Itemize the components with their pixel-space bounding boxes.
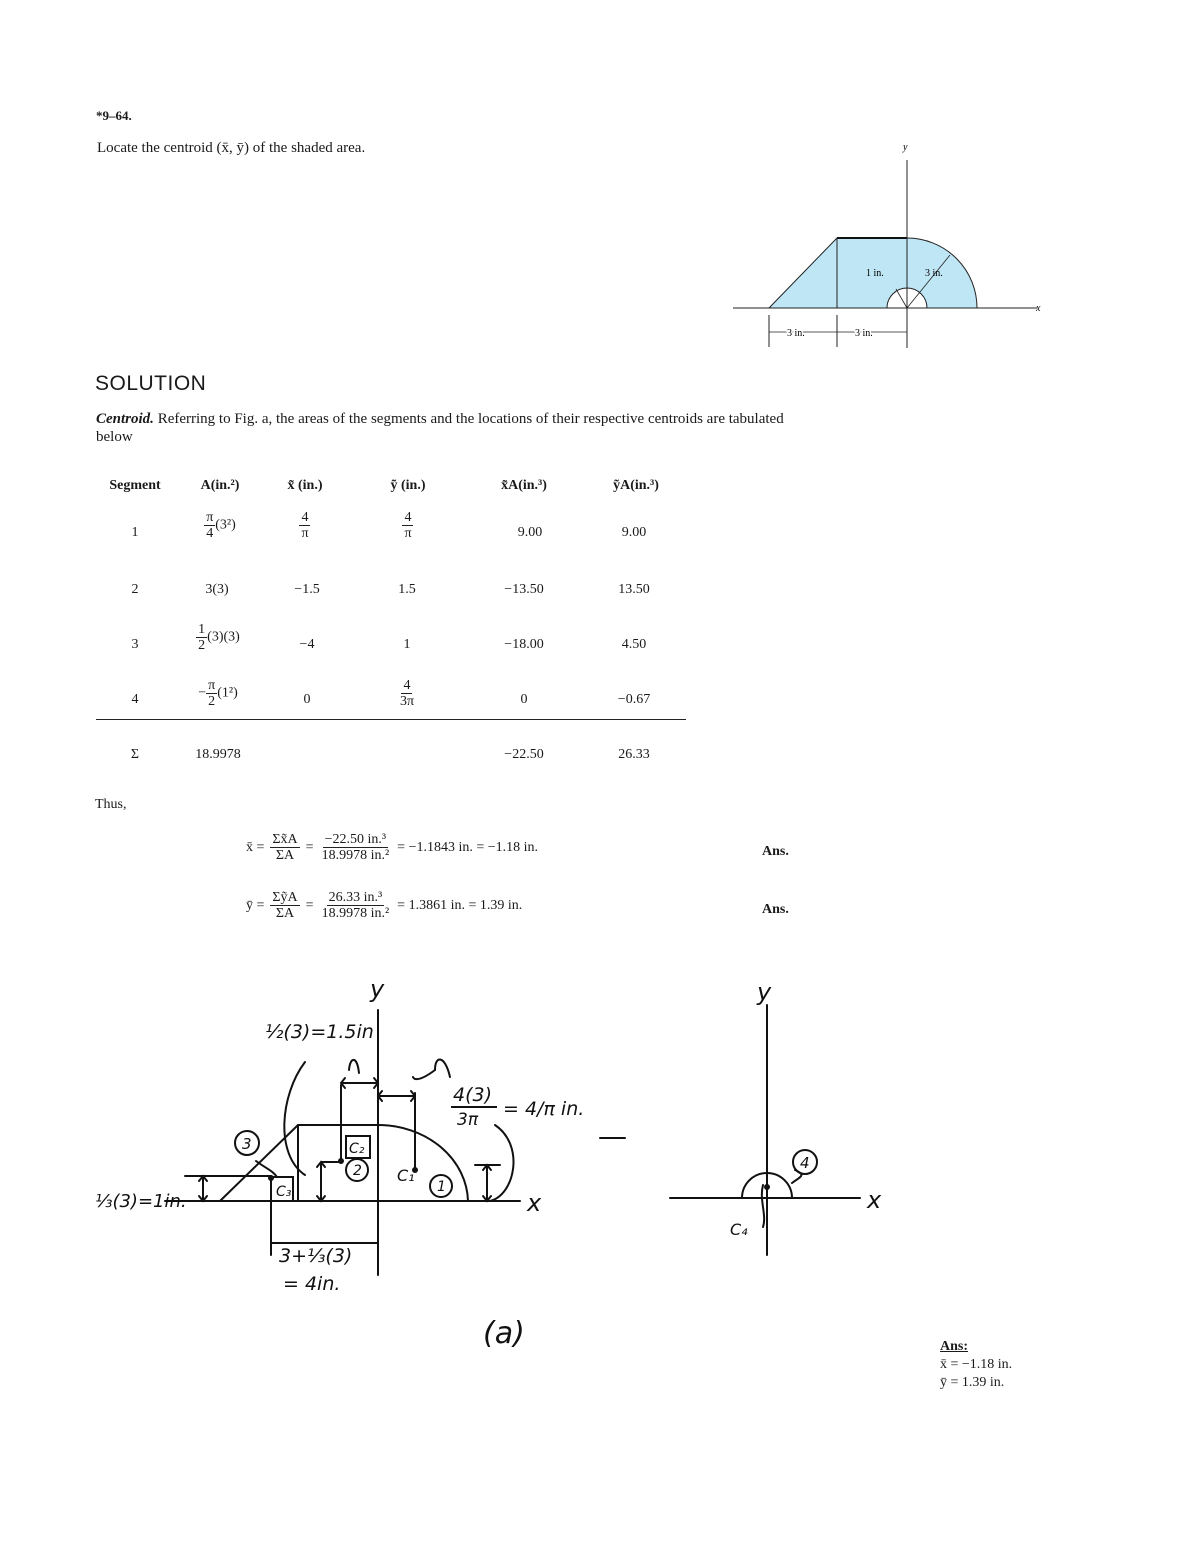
xbar-result: = −1.1843 in. = −1.18 in. [397,839,539,855]
summary-y: ȳ = 1.39 in. [940,1375,1005,1390]
r3-xtilde: −4 [299,637,315,652]
sketch-c3-dot [268,1175,274,1181]
ybar-lhs: ȳ = [246,897,265,913]
sketch-arc-num: 4(3) [453,1084,493,1106]
sum-ya: 26.33 [618,747,650,762]
thus-label: Thus, [95,797,127,812]
r1-ya: 9.00 [621,525,647,540]
r3-ya: 4.50 [621,637,647,652]
intro-text: Referring to Fig. a, the areas of the segments and the locations of their respective centroids are tabulated below [96,411,784,445]
sketch-dim-third [185,1176,271,1201]
r4-xa: 0 [520,692,528,707]
sketch2-label-c4: C₄ [730,1220,748,1239]
fig-dim-right: 3 in. [855,328,873,339]
r4-ytilde: $\frac{4}{3\pi}$ [399,678,415,709]
sketch-num-3: 3 [242,1135,252,1153]
equation-ybar: ȳ = $\frac{\text{ΣỹA}}{\Sigma A}$ = $\frac{\text{26.33 in.³}}{\text{18.9978 in.²}}$ = 1.3861 in. = 1.39 in. [246,890,523,921]
th-area: A(in.²) [200,478,240,493]
r2-area: 3(3) [205,582,229,597]
fig-label-1in: 1 in. [866,268,884,279]
th-ytilde: ỹ (in.) [390,478,426,493]
r3-xa: −18.00 [504,637,544,652]
sum-xa: −22.50 [504,747,544,762]
sketch-dim-c1 [475,1165,500,1201]
sketch-label-third: ⅓(3)=1in. [95,1191,187,1212]
sketch-caption: (a) [483,1316,525,1351]
r1-xa: 9.00 [517,525,543,540]
r4-segment: 4 [131,692,139,707]
sum-area: 18.9978 [195,747,241,762]
fig-label-3in: 3 in. [925,268,943,279]
r3-area: $\frac{1}{2}$ (3)(3) [198,622,240,653]
sketch-figure [95,965,915,1355]
r2-ytilde: 1.5 [398,582,416,597]
sketch-leader-half-top [349,1060,359,1073]
th-ya: ỹA(in.³) [613,478,659,493]
r1-segment: 1 [131,525,139,540]
sketch-label-c2: C₂ [349,1141,365,1157]
solution-heading: SOLUTION [95,372,207,395]
th-xa: x̃A(in.³) [501,478,547,493]
sketch-label-y: y [370,975,385,1003]
solution-intro [96,410,816,446]
r4-area: − $\frac{\pi}{2}$ (1²) [198,678,238,709]
sketch-arc-den: 3π [457,1110,479,1130]
problem-statement: Locate the centroid (x̄, ȳ) of the shaded area. [97,140,366,156]
xbar-lhs: x̄ = [246,839,265,855]
sum-symbol: Σ [130,747,140,762]
sketch2-c4-dot [764,1184,770,1190]
sketch-dim-arc [378,1091,415,1101]
sketch-label-c1: C₁ [397,1166,415,1185]
r2-segment: 2 [131,582,139,597]
fig-axis-x: x [1036,303,1041,314]
sketch-dim-half [341,1078,378,1088]
r4-ya: −0.67 [617,692,651,707]
problem-number: *9–64. [96,108,132,123]
intro-bold: Centroid. [96,411,154,427]
sketch-c2-dot [338,1158,344,1164]
fig-dim-left: 3 in. [787,328,805,339]
sketch-dim-c2 [317,1162,341,1201]
summary-x: x̄ = −1.18 in. [940,1357,1013,1372]
fig-axis-y: y [903,142,908,153]
r2-ya: 13.50 [618,582,650,597]
sketch-num-1: 1 [437,1179,446,1195]
table-rule [96,719,686,720]
sketch-num-2: 2 [353,1163,362,1179]
ybar-result: = 1.3861 in. = 1.39 in. [397,897,523,913]
sketch-leader-half [284,1062,305,1175]
sketch-leader-arc-r [435,1060,450,1077]
r2-xa: −13.50 [504,582,544,597]
sketch-leader-3 [256,1161,277,1177]
sketch-label-x: x [527,1189,542,1217]
r1-xtilde: $\frac{4}{\pi}$ [301,510,309,541]
sketch2-label-y: y [757,978,772,1006]
sketch-leader-c1 [490,1125,514,1201]
r3-segment: 3 [131,637,139,652]
xbar-ans: Ans. [762,844,789,859]
radius-small [896,289,907,308]
sketch-label-c3: C₃ [276,1184,292,1200]
r4-xtilde: 0 [303,692,311,707]
sketch-dim-text-2: = 4in. [283,1273,341,1295]
sketch-dim-text-1: 3+⅓(3) [279,1245,353,1267]
summary-header: Ans: [940,1339,969,1354]
r3-ytilde: 1 [403,637,411,652]
th-xtilde: x̃ (in.) [287,478,323,493]
sketch-arc-result: = 4/π in. [503,1098,585,1120]
r1-ytilde: $\frac{4}{\pi}$ [404,510,412,541]
sketch-leader-arc [413,1070,435,1079]
r1-area: $\frac{\pi}{4}$ (3²) [206,510,236,541]
ybar-ans: Ans. [762,902,789,917]
r2-xtilde: −1.5 [294,582,320,597]
th-segment: Segment [109,478,161,493]
sketch-label-half: ½(3)=1.5in [265,1021,374,1043]
sketch2-label-x: x [867,1186,882,1214]
sketch2-leader-c4 [762,1185,764,1227]
answer-summary [940,1338,1012,1392]
sketch2-num-4: 4 [800,1154,810,1172]
problem-figure [725,135,1055,355]
equation-xbar: x̄ = $\frac{\Sigma x̃A}{\Sigma A}$ = $\frac{\text{−22.50 in.³}}{\text{18.9978 in.²}}$ = −1.1843 in. = −1.18 in. [246,832,539,863]
